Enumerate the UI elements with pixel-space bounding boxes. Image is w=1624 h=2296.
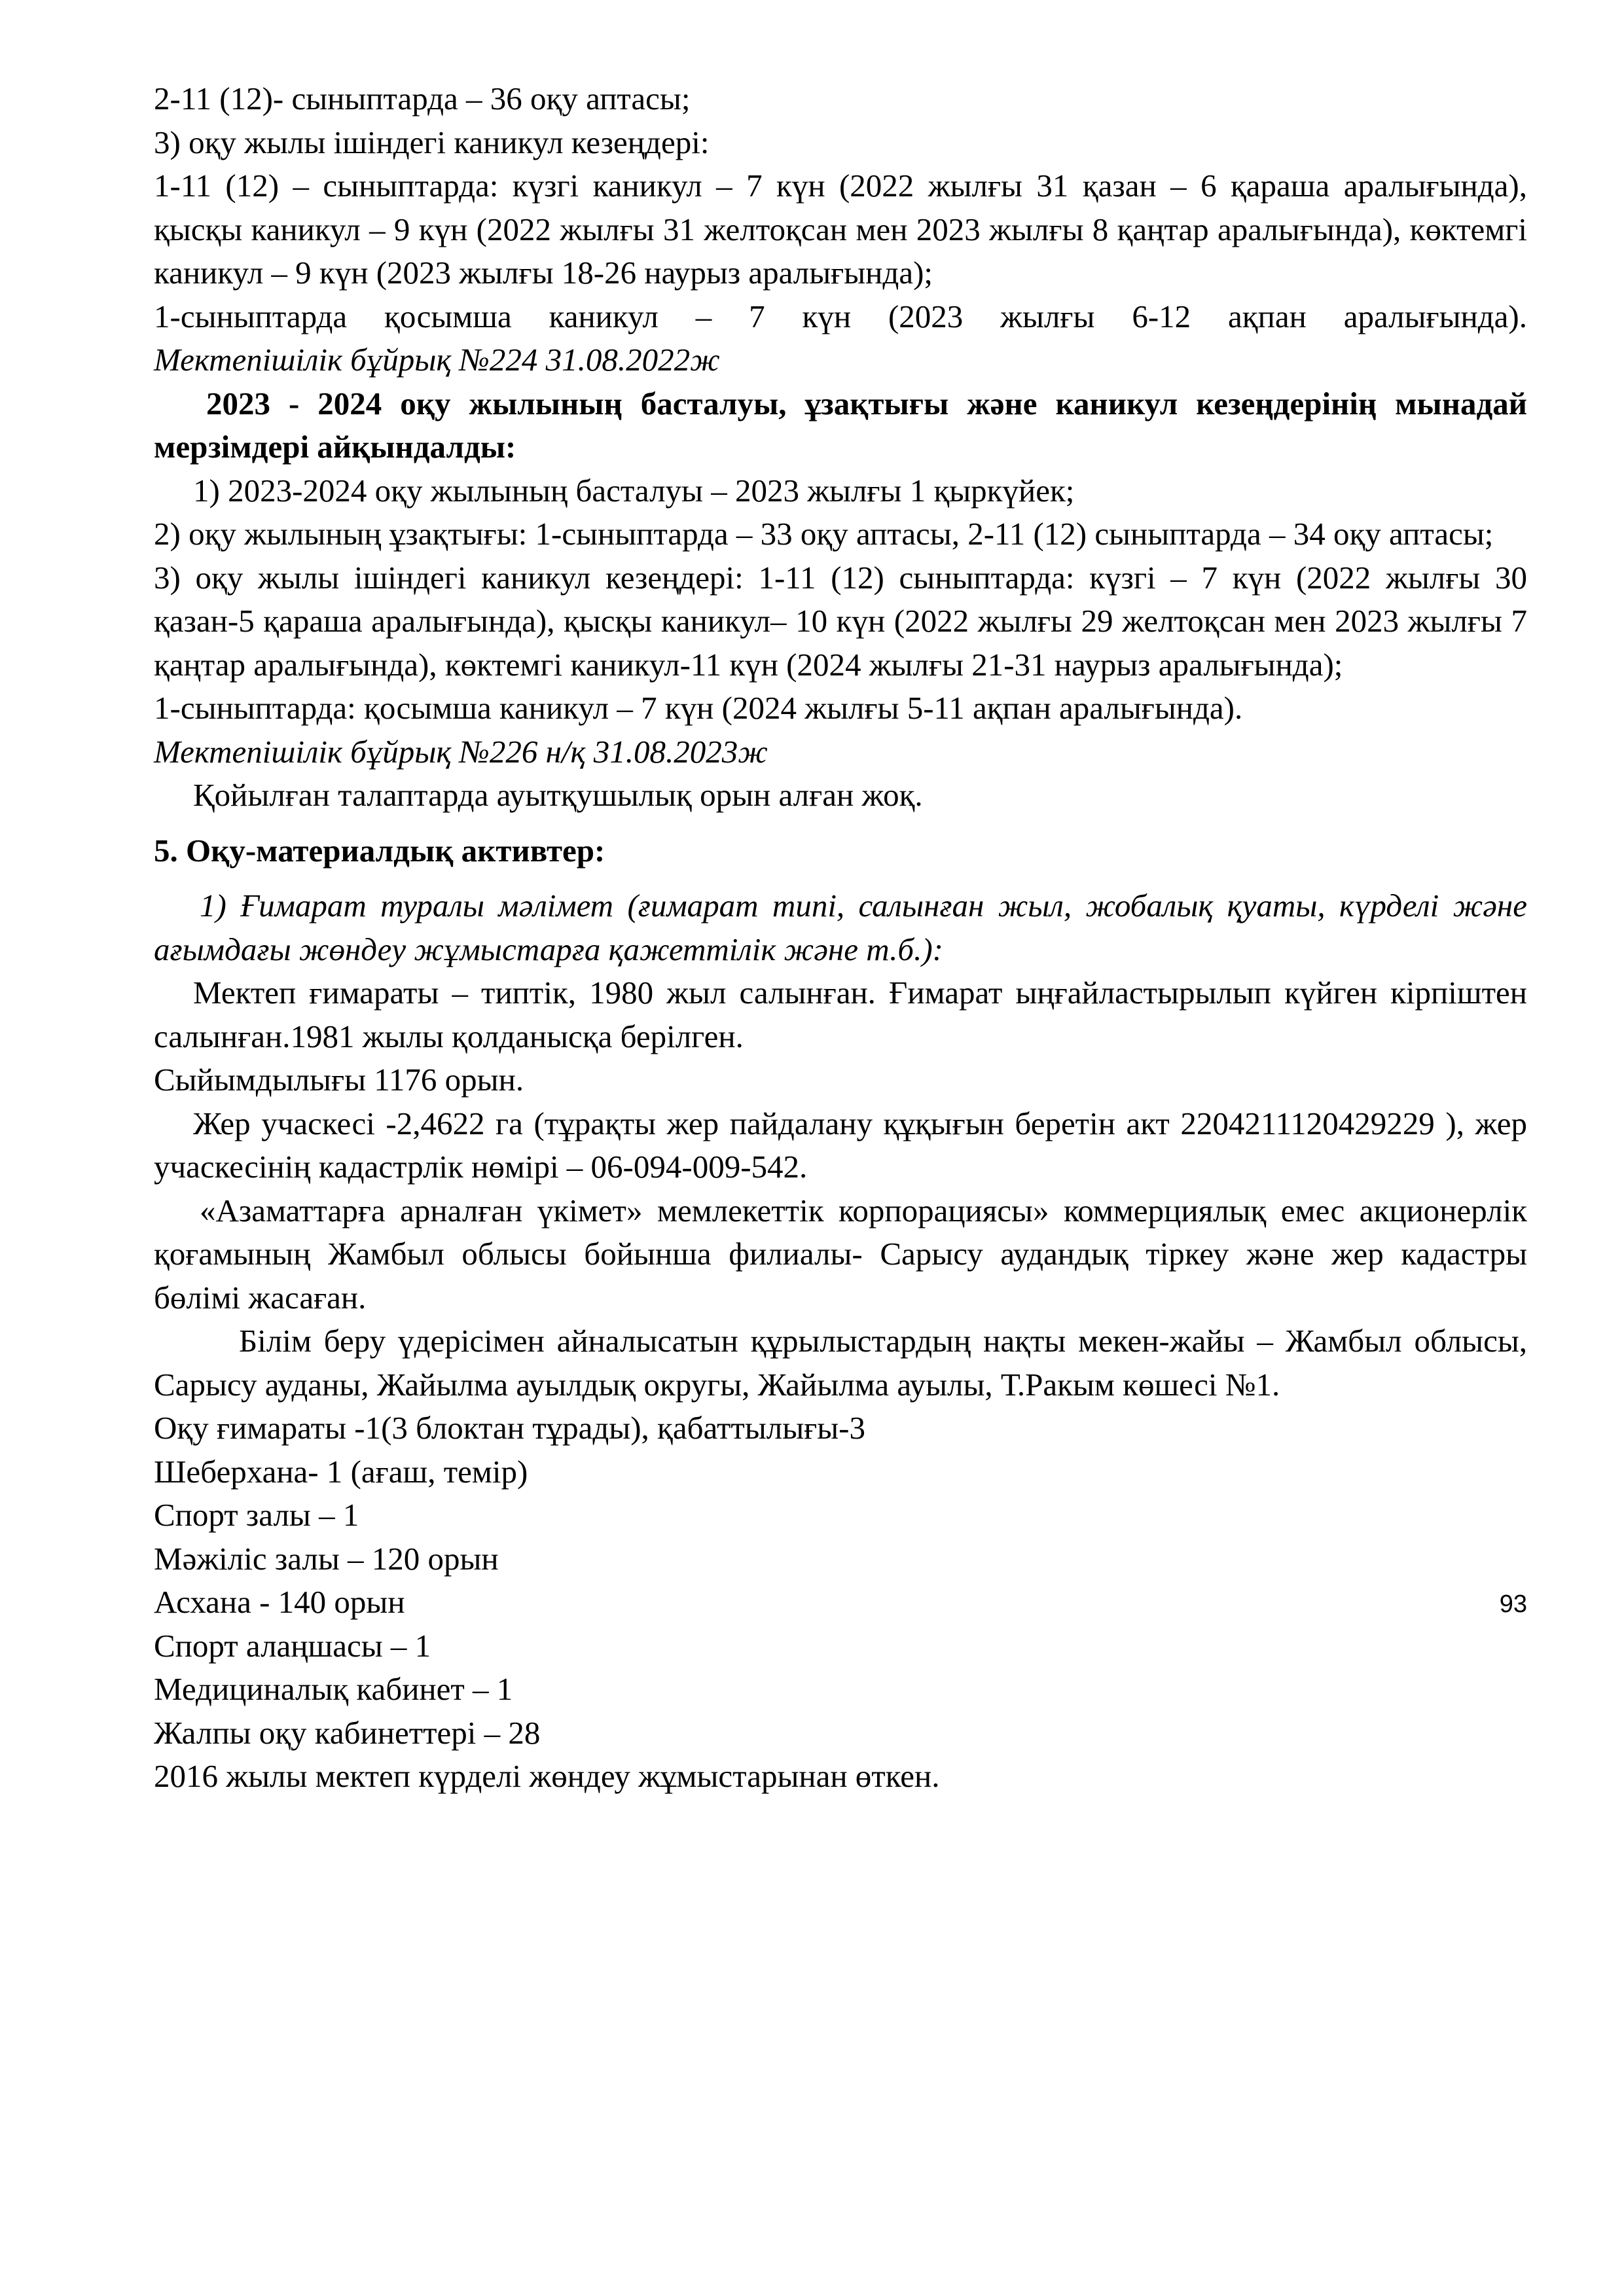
list-item-assembly-hall: Мәжіліс залы – 120 орын (154, 1540, 499, 1577)
section-heading-assets: 5. Оқу-материалдық активтер: (154, 832, 605, 869)
paragraph-extra-holiday-2024: 1-сыныптарда: қосымша каникул – 7 күн (2024 жылғы 5-11 ақпан аралығында). (154, 690, 1243, 726)
list-item-holidays-2023: 3) оқу жылы ішіндегі каникул кезеңдері: 1-11 (12) сыныптарда: күзгі – 7 күн (2022 жылғы 30 қазан-5 қараша аралығында), қысқы каникул– 10 күн (2022 жылғы 29 желтоқсан мен 2023 жылғы 7 қаңтар аралығында), көктемгі каникул-11 күн (2024 жылғы 21-31 наурыз аралығында); (154, 559, 1527, 683)
paragraph-land-plot: Жер учаскесі -2,4622 га (тұрақты жер пайдалану құқығын беретін акт 2204211120429229 ), жер учаскесінің кадастрлік нөмірі – 06-094-009-542. (154, 1105, 1527, 1185)
list-item-duration: 2) оқу жылының ұзақтығы: 1-сыныптарда – 33 оқу аптасы, 2-11 (12) сыныптарда – 34 оқу аптасы; (154, 516, 1494, 552)
list-item-canteen: Асхана - 140 орын (154, 1584, 405, 1620)
paragraph-holidays-2022: 1-11 (12) – сыныптарда: күзгі каникул – 7 күн (2022 жылғы 31 қазан – 6 қараша аралығында), қысқы каникул – 9 күн (2022 жылғы 31 желтоқсан мен 2023 жылғы 8 қаңтар аралығында), көктемгі каникул – 9 күн (2023 жылғы 18-26 наурыз аралығында); (154, 168, 1527, 291)
text-line: 2-11 (12)- сыныптарда – 36 оқу аптасы; (154, 81, 691, 117)
list-item-workshop: Шеберхана- 1 (ағаш, темір) (154, 1453, 528, 1490)
list-item-gym: Спорт залы – 1 (154, 1497, 359, 1533)
list-item-classrooms: Жалпы оқу кабинеттері – 28 (154, 1714, 541, 1751)
order-reference-224: Мектепішілік бұйрық №224 31.08.2022ж (154, 342, 720, 378)
subsection-building-info: 1) Ғимарат туралы мәлімет (ғимарат типі, салынған жыл, жобалық қуаты, күрделі және ағымдағы жөндеу жұмыстарға қажеттілік және т.б.): (154, 888, 1527, 967)
compliance-note: Қойылған талаптарда ауытқушылық орын алған жоқ. (193, 777, 923, 813)
list-item-building: Оқу ғимараты -1(3 блоктан тұрады), қабаттылығы-3 (154, 1410, 865, 1446)
order-reference-226: Мектепішілік бұйрық №226 н/қ 31.08.2023ж (154, 733, 768, 770)
paragraph-extra-holiday-2023: 1-сыныптарда қосымша каникул – 7 күн (2023 жылғы 6-12 ақпан аралығында). (154, 298, 1527, 334)
paragraph-corporation: «Азаматтарға арналған үкімет» мемлекеттік корпорациясы» коммерциялық емес акционерлік қоғамының Жамбыл облысы бойынша филиалы- Сарысу аудандық тіркеу және жер кадастры бөлімі жасаған. (154, 1192, 1527, 1316)
document-page (154, 77, 1527, 1799)
section-heading-2023-2024: 2023 - 2024 оқу жылының басталуы, ұзақтығы және каникул кезеңдерінің мынадай мерзімдері айқындалды: (154, 385, 1527, 465)
list-item-start-date: 1) 2023-2024 оқу жылының басталуы – 2023 жылғы 1 қыркүйек; (193, 472, 1075, 509)
page-number: 93 (1499, 1590, 1527, 1618)
list-item-sports-ground: Спорт алаңшасы – 1 (154, 1627, 431, 1664)
list-item-medical-room: Медициналық кабинет – 1 (154, 1671, 513, 1707)
text-capacity: Сыйымдылығы 1176 орын. (154, 1062, 524, 1098)
text-line: 3) оқу жылы ішіндегі каникул кезеңдері: (154, 124, 710, 160)
text-renovation: 2016 жылы мектеп күрделі жөндеу жұмыстарынан өткен. (154, 1758, 940, 1794)
paragraph-building-type: Мектеп ғимараты – типтік, 1980 жыл салынған. Ғимарат ыңғайластырылып күйген кірпіштен салынған.1981 жылы қолданысқа берілген. (154, 975, 1527, 1054)
paragraph-address: Білім беру үдерісімен айналысатын құрылыстардың нақты мекен-жайы – Жамбыл облысы, Сарысу ауданы, Жайылма ауылдық округы, Жайылма ауылы, Т.Ракым көшесі №1. (154, 1323, 1527, 1403)
